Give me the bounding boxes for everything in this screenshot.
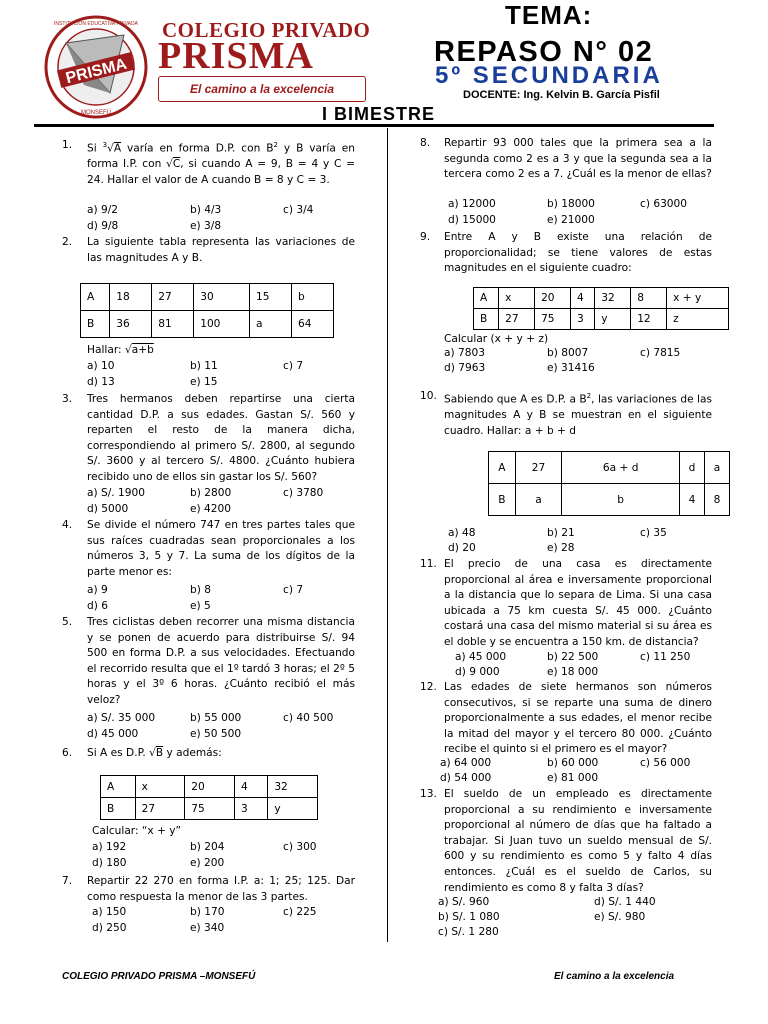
table-cell: A <box>489 452 516 484</box>
question-11-text: El precio de una casa es directamente proporcional al área e inversamente proporcional a la distancia que lo separa de Lima. Si una casa ubicada a 75 km cuesta S/. 45 000. ¿Cuánto costará una casa del mismo material si su área es el doble y se encuentra a 150 km. de distancia? <box>444 558 712 648</box>
table-cell: 75 <box>535 309 571 330</box>
table-cell: y <box>595 309 631 330</box>
svg-text:MONSEFÚ: MONSEFÚ <box>81 110 111 116</box>
table-cell: A <box>81 284 110 311</box>
table-cell: 81 <box>152 311 194 338</box>
option: e) 81 000 <box>547 772 599 784</box>
question-number: 6. <box>62 747 73 759</box>
teacher-name: DOCENTE: Ing. Kelvin B. García Pisfil <box>463 89 660 101</box>
table-cell: 32 <box>268 776 318 798</box>
option: a) S/. 35 000 <box>87 712 156 724</box>
option: c) 11 250 <box>640 651 691 663</box>
option: e) 340 <box>190 922 225 934</box>
question-6-table <box>100 775 318 820</box>
table-cell: 4 <box>680 484 705 516</box>
svg-text:INSTITUCIÓN EDUCATIVA PRIVADA: INSTITUCIÓN EDUCATIVA PRIVADA <box>54 21 138 27</box>
table-cell: 64 <box>291 311 333 338</box>
question-10-text: Sabiendo que A es D.P. a $B^2$, las variaciones de las magnitudes A y B se muestran en el siguiente cuadro. Hallar: a + b + d <box>444 392 712 437</box>
option: a) 12000 <box>448 198 496 210</box>
option: e) 18 000 <box>547 666 599 678</box>
question-number: 3. <box>62 393 73 405</box>
question-number: 1. <box>62 139 73 151</box>
school-name-line2: PRISMA <box>158 35 314 77</box>
option: e) 21000 <box>547 214 595 226</box>
question-number: 5. <box>62 616 73 628</box>
option: d) 180 <box>92 857 127 869</box>
option: b) 204 <box>190 841 225 853</box>
table-cell: B <box>474 309 499 330</box>
question-3-text: Tres hermanos deben repartirse una cierta cantidad D.P. a sus edades. Gastan S/. 560 y reparten el resto de la manera dicha, correspondiendo al primero S/. 2800, al segundo S/. 3600 y al tercero S/. 4800. ¿Cuánto hubiera recibido uno de ellos sin gastar los S/. 560? <box>87 393 355 483</box>
option: c) 3/4 <box>283 204 314 216</box>
question-7-text: Repartir 22 270 en forma I.P. a: 1; 25; 125. Dar como respuesta la menor de las 3 partes. <box>87 875 355 903</box>
question-9-table <box>473 287 729 330</box>
question-number: 2. <box>62 236 73 248</box>
option: b) S/. 1 080 <box>438 911 500 923</box>
question-9-text: Entre A y B existe una relación de proporcionalidad; se tiene valores de estas magnitudes en el siguiente cuadro: <box>444 231 712 275</box>
table-cell: 12 <box>631 309 667 330</box>
option: c) 300 <box>283 841 317 853</box>
table-cell: b <box>291 284 333 311</box>
option: d) 5000 <box>87 503 129 515</box>
table-cell: a <box>515 484 562 516</box>
option: a) 9 <box>87 584 108 596</box>
option: b) 21 <box>547 527 575 539</box>
table-cell: a <box>705 452 730 484</box>
table-cell: d <box>680 452 705 484</box>
option: e) 15 <box>190 376 218 388</box>
option: e) 3/8 <box>190 220 222 232</box>
grade-title: 5º SECUNDARIA <box>435 62 663 89</box>
table-cell: 18 <box>110 284 152 311</box>
option: e) 5 <box>190 600 211 612</box>
table-cell: 27 <box>499 309 535 330</box>
question-4-text: Se divide el número 747 en tres partes tales que sus raíces cuadradas sean proporcionales a los números 3, 5 y 7. La suma de los dígitos de la parte menor es: <box>87 519 355 578</box>
question-13-text: El sueldo de un empleado es directamente proporcional a su rendimiento e inversamente proporcional al número de días que ha faltado a trabajar. Si Juan tuvo un sueldo mensual de S/. 600 y su rendimiento es como 5 y falto 4 días entonces. ¿Cuál es el sueldo de Carlos, su rendimiento es como 8 y falta 3 días? <box>444 788 712 894</box>
motto: El camino a la excelencia <box>158 76 366 102</box>
repaso-title: REPASO N° 02 <box>434 36 654 68</box>
option: c) 56 000 <box>640 757 691 769</box>
question-number: 11. <box>420 558 437 570</box>
option: b) 8 <box>190 584 211 596</box>
school-logo <box>44 15 148 119</box>
table-cell: 27 <box>515 452 562 484</box>
option: d) 9/8 <box>87 220 119 232</box>
option: a) 48 <box>448 527 476 539</box>
option: c) S/. 1 280 <box>438 926 499 938</box>
table-cell: 75 <box>185 798 235 820</box>
table-cell: b <box>562 484 680 516</box>
svg-text:PRISMA: PRISMA <box>64 55 129 88</box>
question-number: 10. <box>420 390 437 402</box>
option: a) 9/2 <box>87 204 119 216</box>
table-cell: a <box>250 311 292 338</box>
question-10-table <box>488 451 730 516</box>
option: d) 13 <box>87 376 115 388</box>
table-cell: 27 <box>152 284 194 311</box>
table-cell: 8 <box>705 484 730 516</box>
option: d) S/. 1 440 <box>594 896 656 908</box>
option: a) 64 000 <box>440 757 492 769</box>
option: e) 31416 <box>547 362 595 374</box>
table-cell: B <box>101 798 136 820</box>
option: c) 63000 <box>640 198 688 210</box>
option: d) 45 000 <box>87 728 139 740</box>
option: b) 2800 <box>190 487 232 499</box>
option: e) 28 <box>547 542 575 554</box>
option: e) 50 500 <box>190 728 242 740</box>
option: d) 250 <box>92 922 127 934</box>
option: e) 4200 <box>190 503 231 515</box>
table-cell: 27 <box>135 798 185 820</box>
footer-school: COLEGIO PRIVADO PRISMA –MONSEFÚ <box>62 971 256 982</box>
school-name-line1: COLEGIO PRIVADO <box>162 18 371 42</box>
table-cell: 8 <box>631 288 667 309</box>
table-cell: A <box>474 288 499 309</box>
option: e) S/. 980 <box>594 911 646 923</box>
option: e) 200 <box>190 857 225 869</box>
option: c) 225 <box>283 906 317 918</box>
option: c) 7 <box>283 360 304 372</box>
header-divider <box>34 124 714 127</box>
table-cell: 3 <box>234 798 267 820</box>
option: d) 7963 <box>444 362 486 374</box>
option: a) 7803 <box>444 347 485 359</box>
calcular-line: Calcular: “x + y” <box>92 825 182 837</box>
option: c) 7815 <box>640 347 681 359</box>
table-cell: x + y <box>667 288 729 309</box>
question-1-text: Si $^3$√A varía en forma D.P. con $B^2$ y B varía en forma I.P. con √C, si cuando A = 9, B = 4 y C = 24. Hallar el valor de A cuando B = 8 y C = 3. <box>87 141 355 186</box>
table-cell: y <box>268 798 318 820</box>
option: d) 15000 <box>448 214 496 226</box>
option: c) 40 500 <box>283 712 334 724</box>
table-cell: 20 <box>185 776 235 798</box>
option: b) 60 000 <box>547 757 599 769</box>
option: b) 4/3 <box>190 204 222 216</box>
prism-logo-icon <box>44 15 148 119</box>
question-12-text: Las edades de siete hermanos son números consecutivos, si se reparte una suma de dinero proporcionalmente a sus edades, el menor recibe la mitad del mayor y el tercero 80 000. ¿Cuánto recibe el quinto si el primero es el mayor? <box>444 681 712 756</box>
table-cell: 4 <box>234 776 267 798</box>
term-title: I BIMESTRE <box>322 104 436 124</box>
table-cell: 32 <box>595 288 631 309</box>
question-2-text: La siguiente tabla representa las variaciones de las magnitudes A y B. <box>87 236 355 264</box>
option: b) 55 000 <box>190 712 242 724</box>
table-cell: A <box>101 776 136 798</box>
footer-motto: El camino a la excelencia <box>554 971 675 982</box>
table-cell: 100 <box>194 311 250 338</box>
calcular-line: Calcular (x + y + z) <box>444 333 549 345</box>
option: c) 7 <box>283 584 304 596</box>
column-divider <box>387 128 388 942</box>
question-2-table <box>80 283 334 338</box>
table-cell: B <box>81 311 110 338</box>
option: a) 10 <box>87 360 115 372</box>
table-cell: z <box>667 309 729 330</box>
option: c) 35 <box>640 527 667 539</box>
question-number: 12. <box>420 681 437 693</box>
option: d) 20 <box>448 542 476 554</box>
table-cell: 4 <box>571 288 595 309</box>
table-cell: 15 <box>250 284 292 311</box>
option: d) 9 000 <box>455 666 500 678</box>
option: c) 3780 <box>283 487 324 499</box>
question-number: 13. <box>420 788 437 800</box>
table-cell: 30 <box>194 284 250 311</box>
hallar-line: Hallar: √a+b <box>87 344 154 356</box>
question-6-text: Si A es D.P. √B y además: <box>87 747 222 759</box>
table-cell: x <box>135 776 185 798</box>
table-cell: 6a + d <box>562 452 680 484</box>
table-cell: x <box>499 288 535 309</box>
option: a) 45 000 <box>455 651 507 663</box>
question-8-text: Repartir 93 000 tales que la primera sea a la segunda como 2 es a 3 y que la segunda sea a la tercera como 2 es a 7. ¿Cuál es la menor de ellas? <box>444 137 712 181</box>
option: b) 11 <box>190 360 218 372</box>
option: a) S/. 960 <box>438 896 490 908</box>
table-cell: 20 <box>535 288 571 309</box>
table-cell: B <box>489 484 516 516</box>
question-number: 7. <box>62 875 73 887</box>
option: b) 22 500 <box>547 651 599 663</box>
question-number: 4. <box>62 519 73 531</box>
option: b) 8007 <box>547 347 589 359</box>
question-number: 9. <box>420 231 431 243</box>
option: a) 150 <box>92 906 127 918</box>
option: b) 170 <box>190 906 225 918</box>
table-cell: 36 <box>110 311 152 338</box>
option: a) 192 <box>92 841 127 853</box>
option: a) S/. 1900 <box>87 487 145 499</box>
option: d) 6 <box>87 600 108 612</box>
option: b) 18000 <box>547 198 595 210</box>
question-number: 8. <box>420 137 431 149</box>
option: d) 54 000 <box>440 772 492 784</box>
question-5-text: Tres ciclistas deben recorrer una misma distancia y se ponen de acuerdo para distribuirse S/. 94 500 en forma D.P. a sus velocidades. Efectuando el recorrido resulta que el 1º tardó 3 horas; el 2º 5 horas y el 3º 6 horas. ¿Cuánto recibió el más veloz? <box>87 616 355 706</box>
tema-title: TEMA: <box>505 0 593 30</box>
table-cell: 3 <box>571 309 595 330</box>
